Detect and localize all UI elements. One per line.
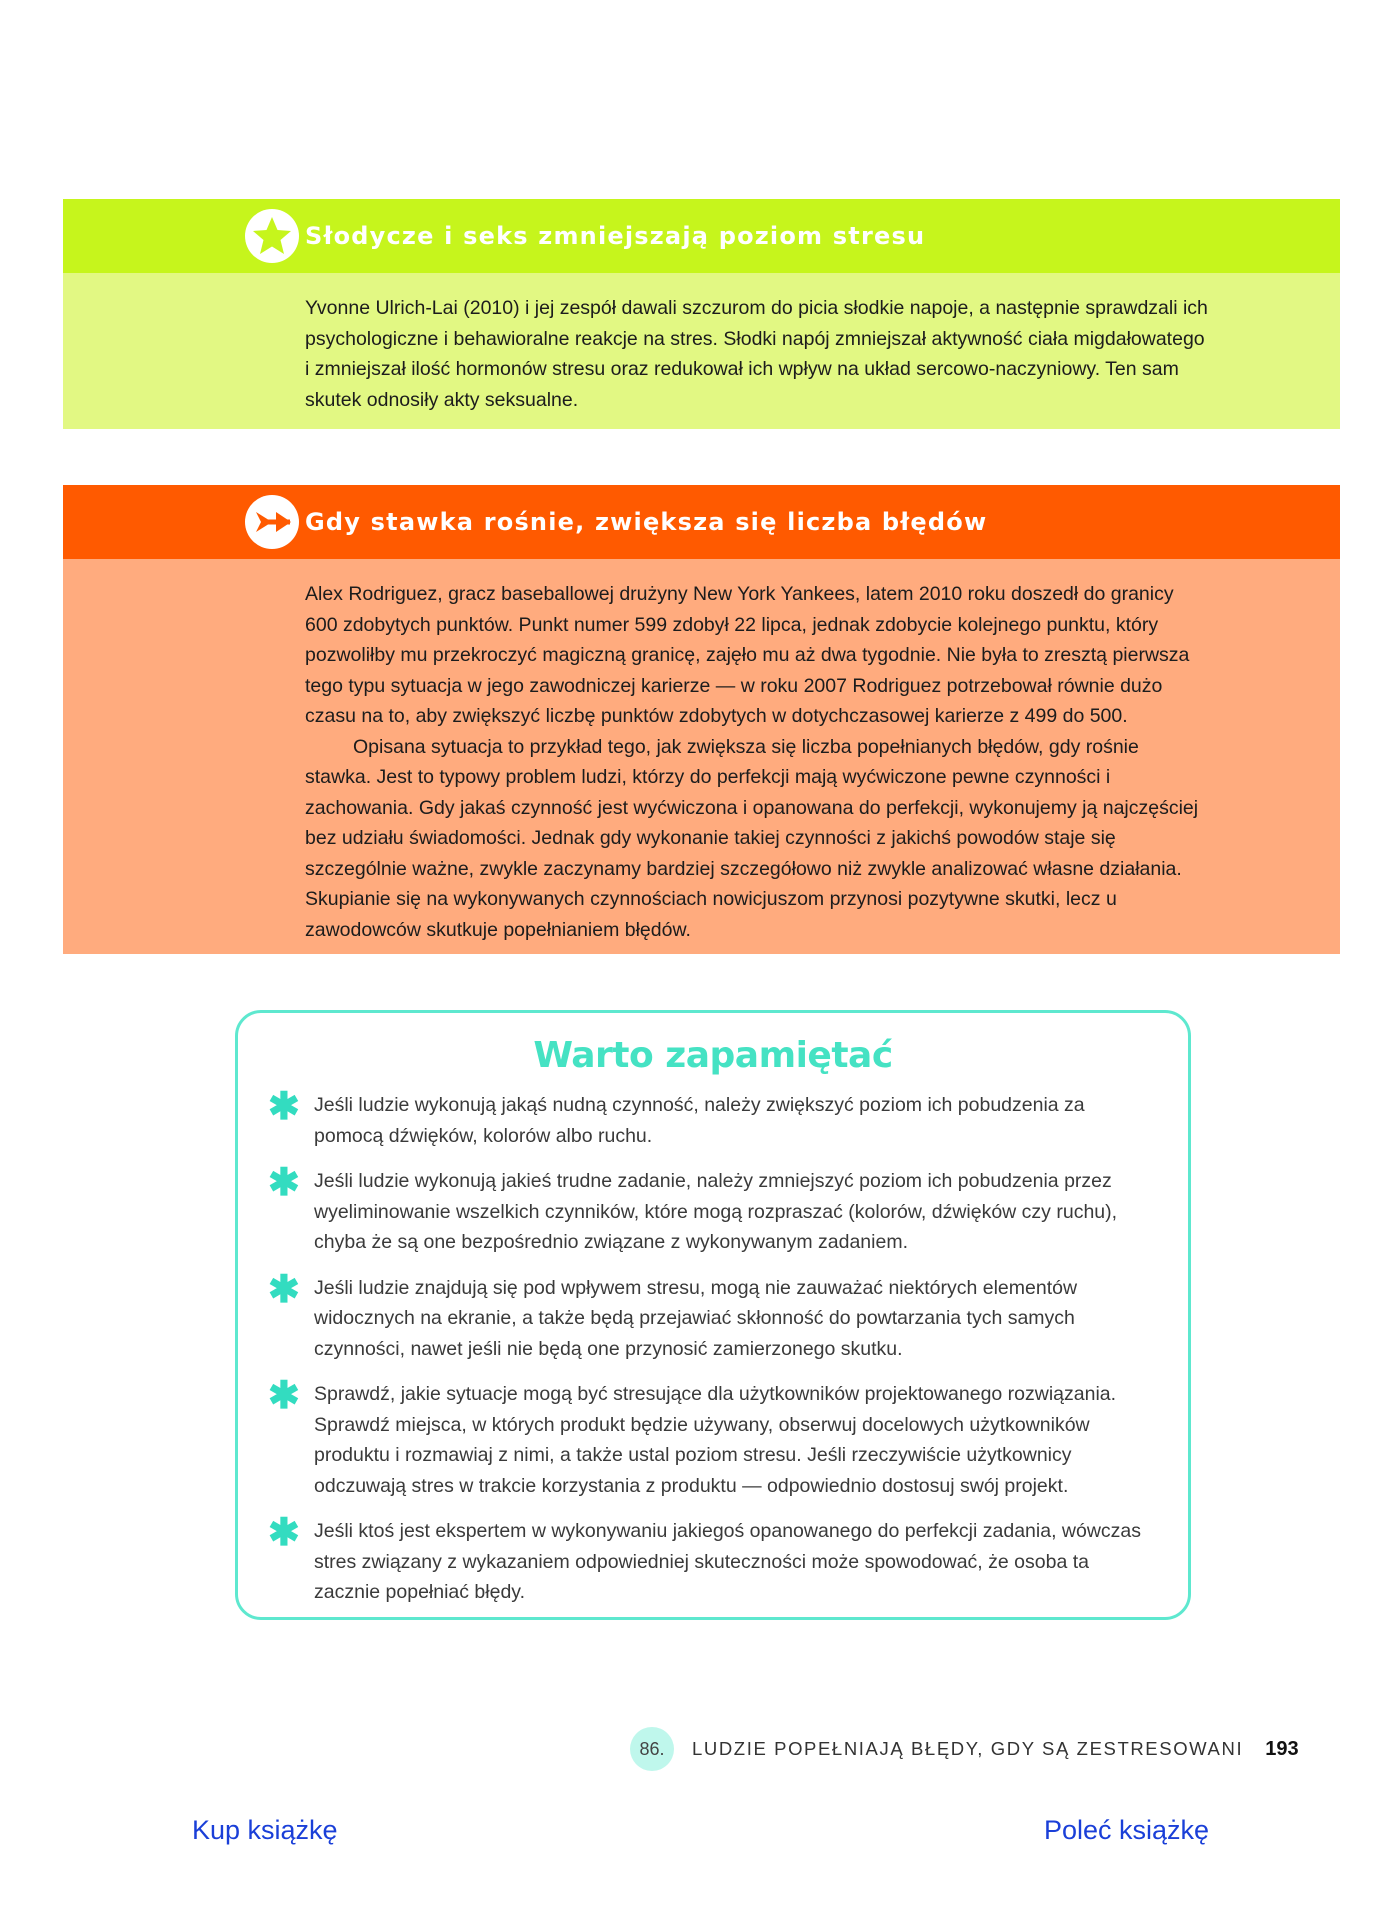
page-number: 193 xyxy=(1265,1737,1299,1760)
recommend-book-link[interactable]: Poleć książkę xyxy=(1044,1815,1210,1845)
list-item-text: Jeśli ktoś jest ekspertem w wykonywaniu jakiegoś opanowanego do perfekcji zadania, wówczas stres związany z wykazaniem odpowiedniej skuteczności może spowodować, że osoba ta zacznie popełniać błędy. xyxy=(314,1520,1142,1603)
asterisk-icon: ✱ xyxy=(268,1162,300,1204)
asterisk-icon: ✱ xyxy=(268,1375,300,1417)
list-item xyxy=(268,1512,1158,1608)
asterisk-icon: ✱ xyxy=(268,1086,300,1128)
remember-title: Warto zapamiętać xyxy=(533,1035,893,1076)
list-item xyxy=(268,1268,1158,1365)
list-item-text: Sprawdź, jakie sytuacje mogą być stresujące dla użytkowników projektowanego rozwiązania. Sprawdź miejsca, w których produkt będzie używany, obserwuj docelowych użytkowników produktu i rozmawiaj z nimi, a także ustal poziom stresu. Jeśli rzeczywiście użytkownicy odczuwają stres w trakcie korzystania z produktu — odpowiednio dostosuj swój projekt. xyxy=(314,1383,1117,1497)
box-header xyxy=(63,199,1340,273)
box-title: Słodycze i seks zmniejszają poziom stresu xyxy=(305,222,926,250)
running-title: LUDZIE POPEŁNIAJĄ BŁĘDY, GDY SĄ ZESTRESOWANI xyxy=(692,1738,1244,1759)
remember-list xyxy=(238,1086,1188,1608)
section-number: 86. xyxy=(630,1727,674,1771)
list-item xyxy=(268,1162,1158,1258)
asterisk-icon: ✱ xyxy=(268,1268,300,1311)
box-header xyxy=(63,485,1340,559)
box-body xyxy=(63,559,1340,954)
box-title: Gdy stawka rośnie, zwiększa się liczba błędów xyxy=(305,508,988,536)
star-icon xyxy=(245,209,299,263)
box-body xyxy=(63,273,1340,429)
list-item-text: Jeśli ludzie wykonują jakąś nudną czynność, należy zwiększyć poziom ich pobudzenia za pomocą dźwięków, kolorów albo ruchu. xyxy=(314,1094,1085,1147)
box-paragraph: Alex Rodriguez, gracz baseballowej drużyny New York Yankees, latem 2010 roku doszedł do granicy 600 zdobytych punktów. Punkt numer 599 zdobył 22 lipca, jednak zdobycie kolejnego punktu, który pozwoliłby mu przekroczyć magiczną granicę, zajęło mu aż dwa tygodnie. Nie była to zresztą pierwsza tego typu sytuacja w jego zawodniczej karierze — w roku 2007 Rodriguez potrzebował równie dużo czasu na to, aby zwiększyć liczbę punktów zdobytych w dotychczasowej karierze z 499 do 500. xyxy=(305,583,1190,727)
remember-box xyxy=(235,1010,1191,1620)
asterisk-icon: ✱ xyxy=(268,1512,300,1554)
list-item xyxy=(268,1375,1158,1501)
list-item xyxy=(268,1086,1158,1151)
sweets-stress-box xyxy=(63,199,1340,429)
arrow-right-icon xyxy=(245,495,299,549)
box-paragraph: Opisana sytuacja to przykład tego, jak zwiększa się liczba popełnianych błędów, gdy rośnie stawka. Jest to typowy problem ludzi, którzy do perfekcji mają wyćwiczone pewne czynności i zachowania. Gdy jakaś czynność jest wyćwiczona i opanowana do perfekcji, wykonujemy ją najczęściej bez udziału świadomości. Jednak gdy wykonanie takiej czynności z jakichś powodów staje się szczególnie ważne, zwykle zaczynamy bardziej szczegółowo niż zwykle analizować własne działania. Skupianie się na wykonywanych czynnościach nowicjuszom przynosi pozytywne skutki, lecz u zawodowców skutkuje popełnianiem błędów. xyxy=(305,735,1199,941)
page-footer xyxy=(630,1727,1299,1771)
stakes-errors-box xyxy=(63,485,1340,954)
buy-book-link[interactable]: Kup książkę xyxy=(192,1815,338,1845)
box-paragraph: Yvonne Ulrich-Lai (2010) i jej zespół dawali szczurom do picia słodkie napoje, a następnie sprawdzali ich psychologiczne i behawioralne reakcje na stres. Słodki napój zmniejszał aktywność ciała migdałowatego i zmniejszał ilość hormonów stresu oraz redukował ich wpływ na układ sercowo-naczyniowy. Ten sam skutek odnosiły akty seksualne. xyxy=(305,297,1208,411)
list-item-text: Jeśli ludzie wykonują jakieś trudne zadanie, należy zmniejszyć poziom ich pobudzenia przez wyeliminowanie wszelkich czynników, które mogą rozpraszać (kolorów, dźwięków czy ruchu), chyba że są one bezpośrednio związane z wykonywanym zadaniem. xyxy=(314,1170,1118,1253)
list-item-text: Jeśli ludzie znajdują się pod wpływem stresu, mogą nie zauważać niektórych elementów widocznych na ekranie, a także będą przejawiać skłonność do powtarzania tych samych czynności, nawet jeśli nie będą one przynosić zamierzonego skutku. xyxy=(314,1276,1078,1360)
